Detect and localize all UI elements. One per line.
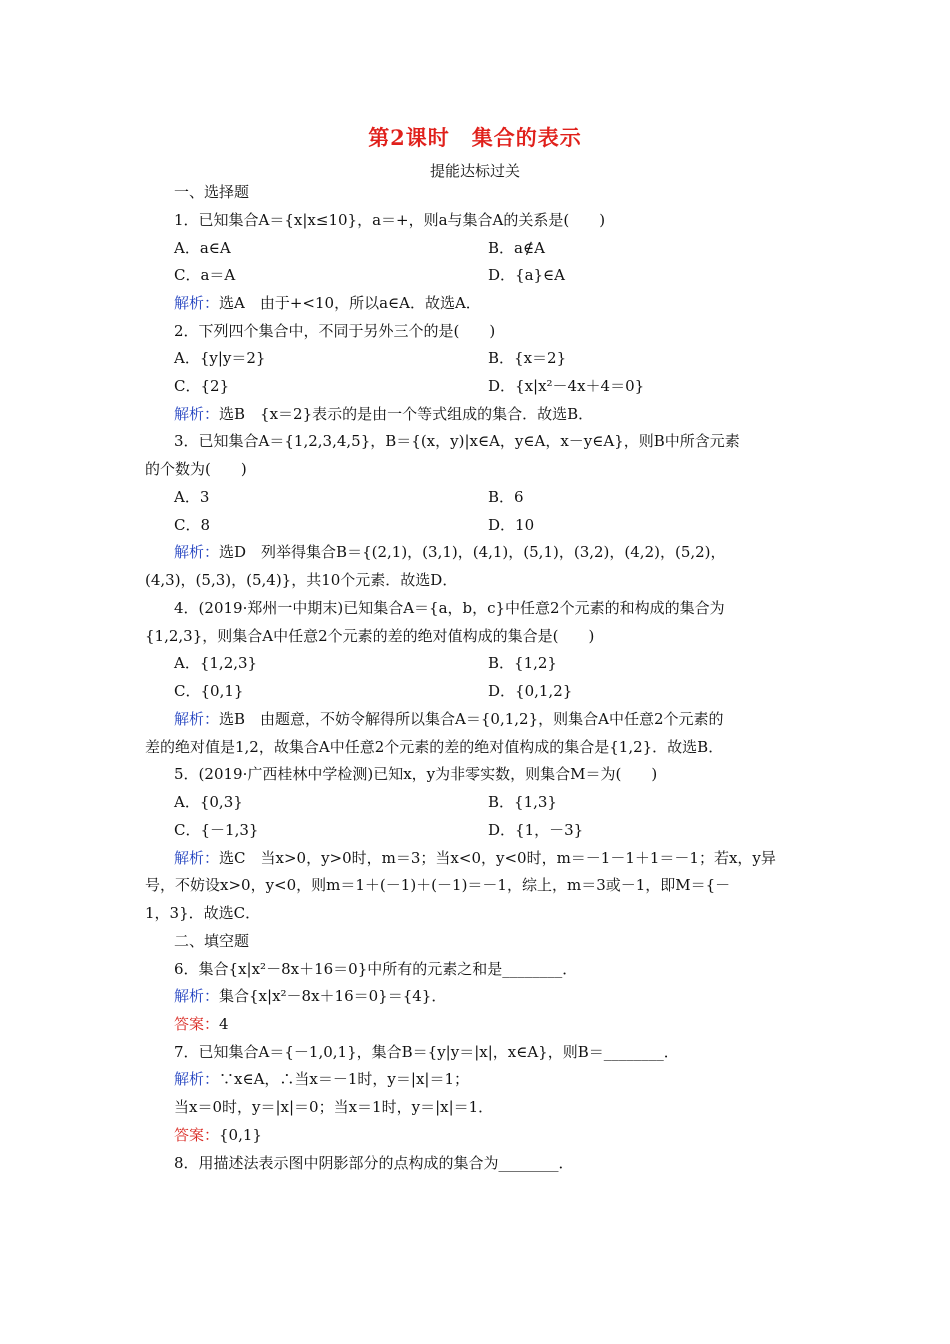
question-4-option-c: C．{0,1} (174, 682, 244, 700)
question-3-option-d: D．10 (488, 516, 535, 534)
question-5-option-c: C．{－1,3} (174, 821, 259, 839)
question-1-option-c: C．a＝A (174, 266, 236, 284)
question-4-option-a: A．{1,2,3} (174, 654, 258, 672)
question-3-option-c: C．8 (174, 516, 211, 534)
question-3-solution-line1: 解析：选D 列举得集合B＝{(2,1)，(3,1)，(4,1)，(5,1)，(3,2)，(4,2)，(5,2)， (174, 543, 726, 561)
question-4-option-b: B．{1,2} (488, 654, 557, 672)
question-4-solution-line2: 差的绝对值是1,2，故集合A中任意2个元素的差的绝对值构成的集合是{1,2}．故选B． (145, 738, 724, 756)
question-5-stem: 5．(2019·广西桂林中学检测)已知x，y为非零实数，则集合M＝为( ) (174, 765, 658, 783)
question-6-solution: 解析：集合{x|x²－8x＋16＝0}＝{4}． (174, 987, 447, 1005)
question-7-solution-line2: 当x＝0时，y＝|x|＝0；当x＝1时，y＝|x|＝1． (174, 1098, 494, 1116)
question-3-stem-line1: 3．已知集合A＝{1,2,3,4,5}，B＝{(x，y)|x∈A，y∈A，x－y∈A}，则B中所含元素 (174, 432, 740, 450)
solution-label: 解析： (174, 294, 220, 312)
question-5-option-b: B．{1,3} (488, 793, 557, 811)
section-heading-choice: 一、选择题 (174, 183, 250, 201)
question-8-stem: 8．用描述法表示图中阴影部分的点构成的集合为________． (174, 1154, 574, 1172)
question-7-stem: 7．已知集合A＝{－1,0,1}，集合B＝{y|y＝|x|，x∈A}，则B＝________． (174, 1043, 679, 1061)
question-4-stem-line2: {1,2,3}，则集合A中任意2个元素的差的绝对值构成的集合是( ) (145, 627, 595, 645)
question-3-option-b: B．6 (488, 488, 524, 506)
question-6-answer: 答案：4 (174, 1015, 229, 1033)
question-5-option-a: A．{0,3} (174, 793, 243, 811)
question-5-solution-line1: 解析：选C 当x>0，y>0时，m＝3；当x<0，y<0时，m＝－1－1＋1＝－1；若x，y异 (174, 849, 776, 867)
answer-label: 答案： (174, 1015, 220, 1033)
question-2-option-a: A．{y|y＝2} (174, 349, 266, 367)
question-4-solution-line1: 解析：选B 由题意，不妨令解得所以集合A＝{0,1,2}，则集合A中任意2个元素的 (174, 710, 724, 728)
question-5-solution-line3: 1，3}．故选C． (145, 904, 261, 922)
question-6-stem: 6．集合{x|x²－8x＋16＝0}中所有的元素之和是________． (174, 960, 578, 978)
question-1-stem: 1．已知集合A＝{x|x≤10}，a＝+，则a与集合A的关系是( ) (174, 211, 606, 229)
question-2-stem: 2．下列四个集合中，不同于另外三个的是( ) (174, 322, 496, 340)
question-1-solution: 解析：选A 由于+<10，所以a∈A．故选A． (174, 294, 481, 312)
question-1-option-a: A．a∈A (174, 239, 231, 257)
question-2-solution: 解析：选B {x＝2}表示的是由一个等式组成的集合．故选B． (174, 405, 594, 423)
page-title: 第2课时 集合的表示 (368, 125, 582, 150)
question-2-option-c: C．{2} (174, 377, 230, 395)
section-heading-fill: 二、填空题 (174, 932, 250, 950)
question-3-stem-line2: 的个数为( ) (145, 460, 247, 478)
question-3-solution-line2: (4,3)，(5,3)，(5,4)}，共10个元素．故选D． (145, 571, 458, 589)
question-7-solution-line1: 解析：∵x∈A，∴当x＝－1时，y＝|x|＝1； (174, 1070, 469, 1088)
question-5-solution-line2: 号，不妨设x>0，y<0，则m＝1＋(－1)＋(－1)＝－1，综上，m＝3或－1，即M＝{－ (145, 876, 731, 894)
question-2-option-b: B．{x＝2} (488, 349, 567, 367)
question-7-answer: 答案：{0,1} (174, 1126, 262, 1144)
question-1-option-d: D．{a}∈A (488, 266, 565, 284)
question-3-option-a: A．3 (174, 488, 210, 506)
question-5-option-d: D．{1，－3} (488, 821, 584, 839)
question-1-option-b: B．a∉A (488, 239, 545, 257)
question-4-stem-line1: 4．(2019·郑州一中期末)已知集合A＝{a，b，c}中任意2个元素的和构成的集合为 (174, 599, 725, 617)
page-subtitle: 提能达标过关 (429, 162, 520, 180)
question-2-option-d: D．{x|x²－4x＋4＝0} (488, 377, 645, 395)
question-4-option-d: D．{0,1,2} (488, 682, 573, 700)
